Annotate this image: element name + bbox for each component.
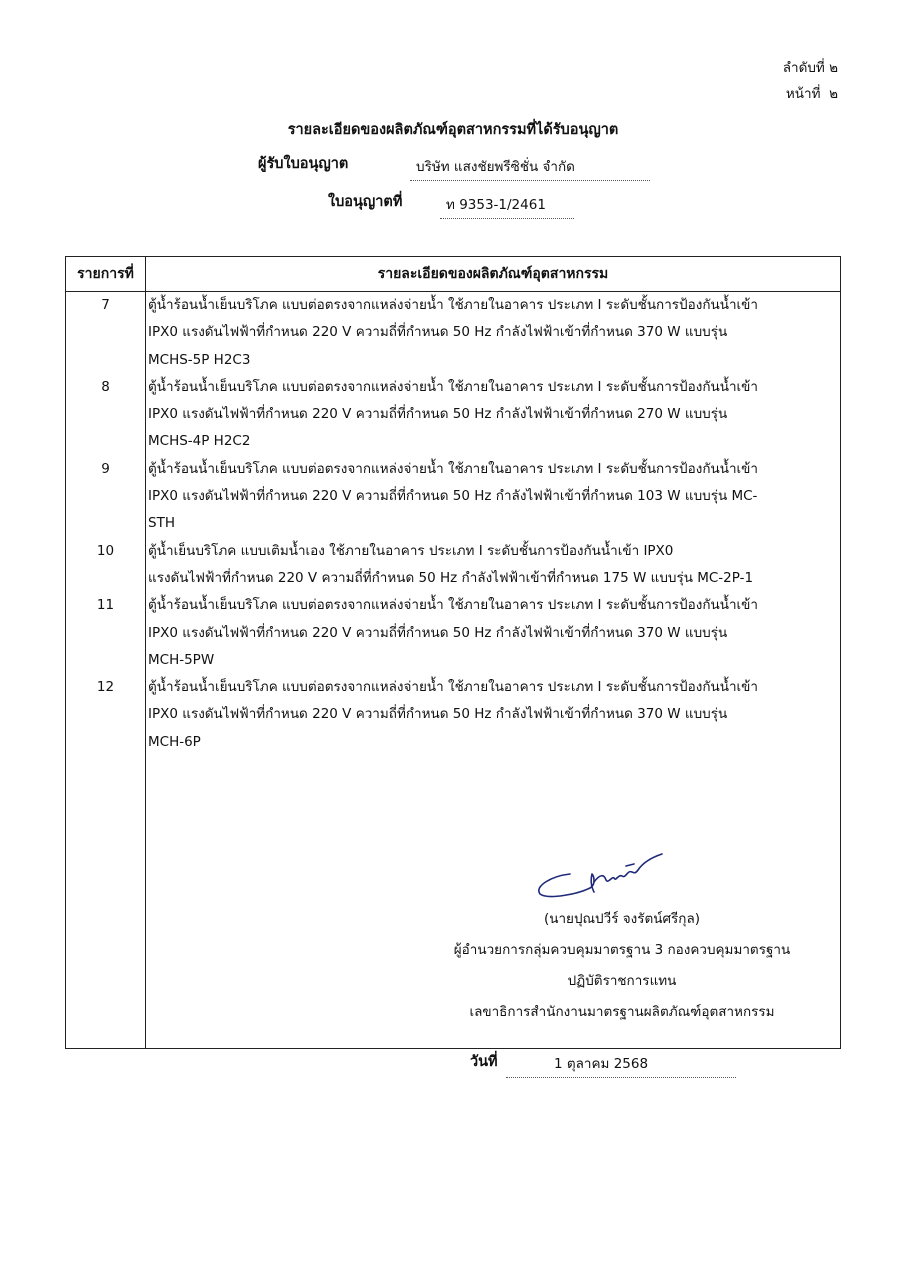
col-item-header: รายการที่ <box>66 257 146 292</box>
table-row <box>66 592 841 674</box>
license-value: ท 9353-1/2461 <box>440 193 574 219</box>
item-number: 12 <box>66 674 146 756</box>
table-row <box>66 538 841 593</box>
item-detail-line: ตู้น้ำร้อนน้ำเย็นบริโภค แบบต่อตรงจากแหล่งจ่ายน้ำ ใช้ภายในอาคาร ประเภท I ระดับชั้นการป้องกันน้ำเข้า <box>148 460 758 477</box>
item-detail-line: IPX0 แรงดันไฟฟ้าที่กำหนด 220 V ความถี่ที่กำหนด 50 Hz กำลังไฟฟ้าเข้าที่กำหนด 370 W แบบรุ่น <box>148 624 728 641</box>
item-detail <box>146 674 841 756</box>
signature-image <box>530 848 680 906</box>
item-detail-line: IPX0 แรงดันไฟฟ้าที่กำหนด 220 V ความถี่ที่กำหนด 50 Hz กำลังไฟฟ้าเข้าที่กำหนด 270 W แบบรุ่น <box>148 406 728 423</box>
item-number: 8 <box>66 374 146 456</box>
item-detail <box>146 456 841 538</box>
item-detail-line: STH <box>148 515 175 532</box>
table-row <box>66 374 841 456</box>
col-detail-header: รายละเอียดของผลิตภัณฑ์อุตสาหกรรม <box>146 257 841 292</box>
signer-position-2: ปฏิบัติราชการแทน <box>567 973 677 989</box>
signature-block <box>400 904 844 1028</box>
item-detail-line: IPX0 แรงดันไฟฟ้าที่กำหนด 220 V ความถี่ที่กำหนด 50 Hz กำลังไฟฟ้าเข้าที่กำหนด 370 W แบบรุ่น <box>148 706 728 723</box>
item-detail-line: IPX0 แรงดันไฟฟ้าที่กำหนด 220 V ความถี่ที่กำหนด 50 Hz กำลังไฟฟ้าเข้าที่กำหนด 103 W แบบรุ่น MC- <box>148 488 758 505</box>
item-number: 7 <box>66 292 146 374</box>
item-number: 9 <box>66 456 146 538</box>
date-value: 1 ตุลาคม 2568 <box>506 1052 736 1078</box>
page-label: หน้าที่ <box>785 86 821 102</box>
item-number: 10 <box>66 538 146 593</box>
licensee-label: ผู้รับใบอนุญาต <box>258 156 349 172</box>
item-detail <box>146 538 841 593</box>
item-detail-line: แรงดันไฟฟ้าที่กำหนด 220 V ความถี่ที่กำหนด 50 Hz กำลังไฟฟ้าเข้าที่กำหนด 175 W แบบรุ่น MC-2P-1 <box>148 569 754 586</box>
page-number: ๒ <box>829 86 838 102</box>
item-detail-line: MCH-5PW <box>148 651 215 668</box>
document-title: รายละเอียดของผลิตภัณฑ์อุตสาหกรรมที่ได้รับอนุญาต <box>287 122 619 138</box>
item-detail-line: ตู้น้ำร้อนน้ำเย็นบริโภค แบบต่อตรงจากแหล่งจ่ายน้ำ ใช้ภายในอาคาร ประเภท I ระดับชั้นการป้องกันน้ำเข้า <box>148 679 758 696</box>
item-number: 11 <box>66 592 146 674</box>
page-number-line <box>786 82 838 106</box>
item-detail-line: ตู้น้ำเย็นบริโภค แบบเติมน้ำเอง ใช้ภายในอาคาร ประเภท I ระดับชั้นการป้องกันน้ำเข้า IPX0 <box>148 542 674 559</box>
license-label: ใบอนุญาตที่ <box>328 194 403 210</box>
licensee-value: บริษัท แสงชัยพรีซิชั่น จำกัด <box>410 155 650 181</box>
item-detail-line: ตู้น้ำร้อนน้ำเย็นบริโภค แบบต่อตรงจากแหล่งจ่ายน้ำ ใช้ภายในอาคาร ประเภท I ระดับชั้นการป้องกันน้ำเข้า <box>148 597 758 614</box>
item-detail-line: ตู้น้ำร้อนน้ำเย็นบริโภค แบบต่อตรงจากแหล่งจ่ายน้ำ ใช้ภายในอาคาร ประเภท I ระดับชั้นการป้องกันน้ำเข้า <box>148 378 758 395</box>
table-row <box>66 456 841 538</box>
item-detail-line: MCHS-5P H2C3 <box>148 351 251 368</box>
signer-position-1: ผู้อำนวยการกลุ่มควบคุมมาตรฐาน 3 กองควบคุมมาตรฐาน <box>453 942 791 958</box>
table-row <box>66 674 841 756</box>
order-number: ลำดับที่ ๒ <box>782 60 838 76</box>
filler-cell <box>66 756 146 1049</box>
item-detail-line: MCH-6P <box>148 733 201 750</box>
item-detail-line: ตู้น้ำร้อนน้ำเย็นบริโภค แบบต่อตรงจากแหล่งจ่ายน้ำ ใช้ภายในอาคาร ประเภท I ระดับชั้นการป้องกันน้ำเข้า <box>148 297 758 313</box>
date-label: วันที่ <box>470 1054 498 1070</box>
table-row <box>66 292 841 374</box>
signer-name: (นายปุณปวีร์ จงรัตน์ศรีกุล) <box>543 911 701 927</box>
item-detail <box>146 292 841 374</box>
item-detail-line: IPX0 แรงดันไฟฟ้าที่กำหนด 220 V ความถี่ที่กำหนด 50 Hz กำลังไฟฟ้าเข้าที่กำหนด 370 W แบบรุ่น <box>148 324 728 341</box>
signer-position-3: เลขาธิการสำนักงานมาตรฐานผลิตภัณฑ์อุตสาหกรรม <box>469 1004 775 1020</box>
item-detail <box>146 374 841 456</box>
item-detail <box>146 592 841 674</box>
item-detail-line: MCHS-4P H2C2 <box>148 433 251 450</box>
table-header-row <box>66 257 841 292</box>
